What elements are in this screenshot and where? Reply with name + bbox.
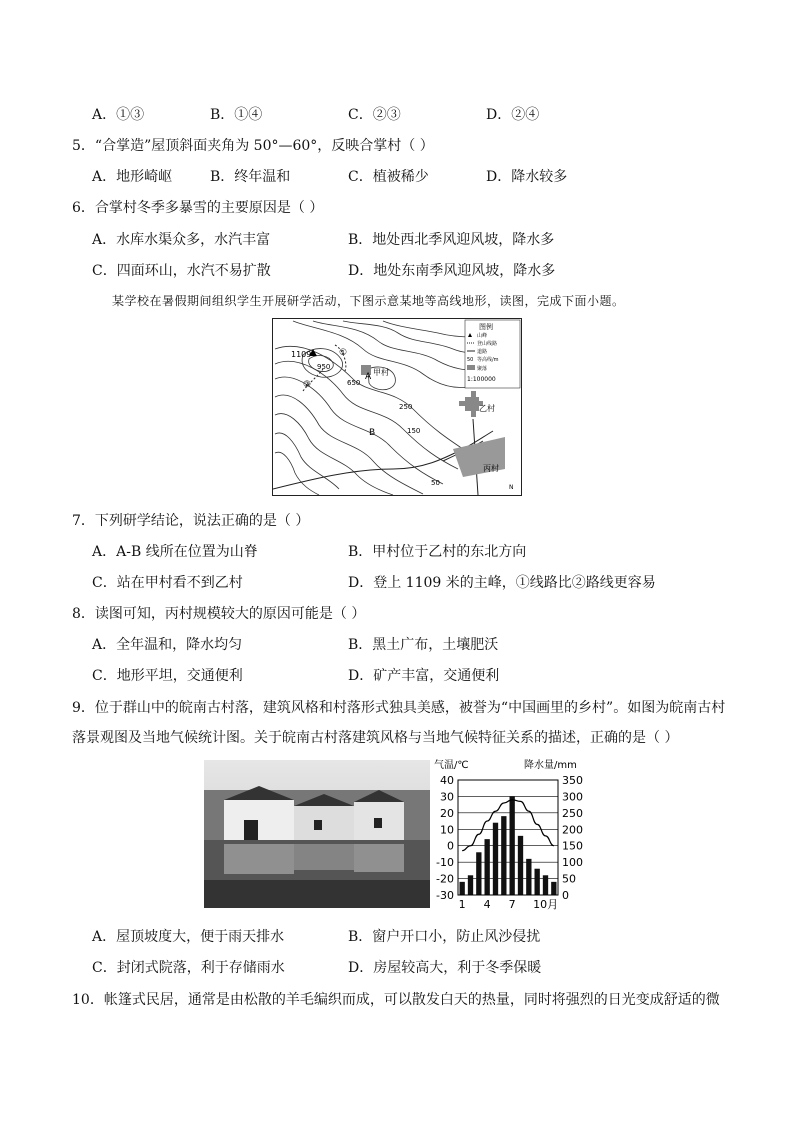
svg-text:等高线/m: 等高线/m	[477, 357, 499, 363]
precip-tick-label: 250	[562, 806, 583, 820]
q8-option-c: C．地形平坦，交通便利	[92, 668, 243, 684]
q9-option-b: B．窗户开口小，防止风沙侵扰	[348, 929, 541, 945]
svg-text:图例: 图例	[479, 323, 493, 331]
precip-bar	[543, 875, 548, 895]
q6-option-c: C．四面环山，水汽不易扩散	[92, 263, 271, 279]
precip-bar	[551, 882, 556, 895]
q6-stem: 6．合掌村冬季多暴雪的主要原因是（ ）	[72, 200, 324, 216]
month-tick-label: 7	[508, 898, 516, 910]
q7-stem: 7．下列研学结论，说法正确的是（ ）	[72, 513, 310, 529]
precip-tick-label: 100	[562, 856, 583, 870]
precip-bar	[526, 859, 531, 895]
contour-50: 50	[431, 479, 440, 487]
q5-option-a: A．地形崎岖	[92, 169, 173, 185]
q6-option-a: A．水库水渠众多，水汽丰富	[92, 232, 271, 248]
precip-axis-label: 降水量/mm	[524, 760, 577, 771]
temp-tick-label: 40	[440, 774, 454, 787]
q9-stem-line1: 9．位于群山中的皖南古村落，建筑风格和村落形式独具美感，被誉为“中国画里的乡村”。如图为皖南古村	[72, 700, 726, 716]
precip-bar	[493, 823, 498, 895]
village-bing-label: 丙村	[483, 464, 499, 473]
map-intro-text: 某学校在暑假期间组织学生开展研学活动，下图示意某地等高线地形，读图，完成下面小题。	[112, 294, 625, 308]
month-tick-label: 1	[458, 898, 466, 910]
q5-option-c: C．植被稀少	[348, 169, 429, 185]
q5-option-d: D．降水较多	[486, 169, 568, 185]
q4-option-d: D．②④	[486, 107, 540, 123]
temp-tick-label: 20	[440, 806, 454, 820]
precip-tick-label: 0	[562, 889, 569, 902]
svg-text:50: 50	[467, 357, 474, 363]
peak-label: 1109	[291, 350, 312, 359]
point-b: B	[369, 428, 376, 438]
north-label: N	[509, 484, 514, 491]
precip-tick-label: 350	[562, 774, 583, 787]
q9-option-a: A．屋顶坡度大，便于雨天排水	[92, 929, 285, 945]
q6-option-d: D．地处东南季风迎风坡，降水多	[348, 263, 556, 279]
q7-option-a: A．A-B 线所在位置为山脊	[92, 544, 258, 560]
q7-option-d: D．登上 1109 米的主峰，①线路比②路线更容易	[348, 575, 656, 591]
map-legend	[465, 320, 520, 388]
village-yi-label: 乙村	[479, 404, 495, 413]
q7-option-b: B．甲村位于乙村的东北方向	[348, 544, 527, 560]
precip-bar	[485, 839, 490, 895]
svg-text:登山线路: 登山线路	[477, 341, 498, 347]
precip-bar	[535, 869, 540, 895]
month-tick-label: 10月	[533, 898, 559, 910]
precip-bar	[501, 816, 506, 895]
q6-option-b: B．地处西北季风迎风坡，降水多	[348, 232, 555, 248]
q5-option-b: B．终年温和	[210, 169, 291, 185]
q4-option-c: C．②③	[348, 107, 401, 123]
temp-tick-label: 0	[447, 839, 454, 853]
q8-option-d: D．矿产丰富，交通便利	[348, 668, 500, 684]
contour-250: 250	[399, 403, 413, 411]
precip-bar	[510, 796, 515, 895]
temp-tick-label: 30	[440, 790, 454, 804]
q9-stem-line2: 落景观图及当地气候统计图。关于皖南古村落建筑风格与当地气候特征关系的描述，正确的是（ ）	[72, 730, 679, 746]
svg-text:山峰: 山峰	[477, 333, 488, 339]
q10-stem: 10．帐篷式民居，通常是由松散的羊毛编织而成，可以散发白天的热量，同时将强烈的日光变成舒适的微	[72, 992, 720, 1008]
q8-stem: 8．读图可知，丙村规模较大的原因可能是（ ）	[72, 606, 366, 622]
temp-tick-label: -10	[436, 856, 454, 870]
precip-tick-label: 50	[562, 872, 576, 886]
village-jia-label: 甲村	[373, 368, 389, 377]
q4-option-a: A．①③	[92, 107, 145, 123]
temp-tick-label: -30	[436, 889, 454, 902]
contour-map	[272, 318, 522, 496]
svg-text:1:100000: 1:100000	[467, 376, 496, 383]
temp-tick-label: -20	[436, 872, 454, 886]
q8-option-a: A．全年温和，降水均匀	[92, 637, 243, 653]
svg-text:聚落: 聚落	[477, 366, 488, 372]
precip-tick-label: 300	[562, 790, 583, 804]
climate-chart	[430, 758, 790, 910]
precip-bar	[476, 852, 481, 895]
contour-150: 150	[407, 427, 421, 435]
q9-option-c: C．封闭式院落，利于存储雨水	[92, 960, 285, 976]
precip-bar	[518, 836, 523, 895]
q7-option-c: C．站在甲村看不到乙村	[92, 575, 243, 591]
svg-text:道路: 道路	[477, 349, 488, 355]
route-1-label: ①	[339, 348, 348, 358]
q9-option-d: D．房屋较高大，利于冬季保暖	[348, 960, 542, 976]
precip-tick-label: 150	[562, 839, 583, 853]
temp-axis-label: 气温/℃	[434, 760, 469, 771]
route-2-label: ②	[303, 380, 312, 390]
q8-option-b: B．黑土广布，土壤肥沃	[348, 637, 499, 653]
precip-bar	[460, 882, 465, 895]
precip-tick-label: 200	[562, 823, 583, 837]
point-a: A	[365, 372, 372, 382]
precip-bar	[468, 875, 473, 895]
q4-option-b: B．①④	[210, 107, 263, 123]
month-tick-label: 4	[483, 898, 491, 910]
q5-stem: 5．“合掌造”屋顶斜面夹角为 50°—60°，反映合掌村（ ）	[72, 138, 434, 154]
contour-950: 950	[317, 363, 331, 371]
temperature-curve	[462, 800, 554, 851]
village-photo	[204, 760, 430, 908]
contour-650: 650	[347, 379, 361, 387]
temp-tick-label: 10	[440, 823, 454, 837]
